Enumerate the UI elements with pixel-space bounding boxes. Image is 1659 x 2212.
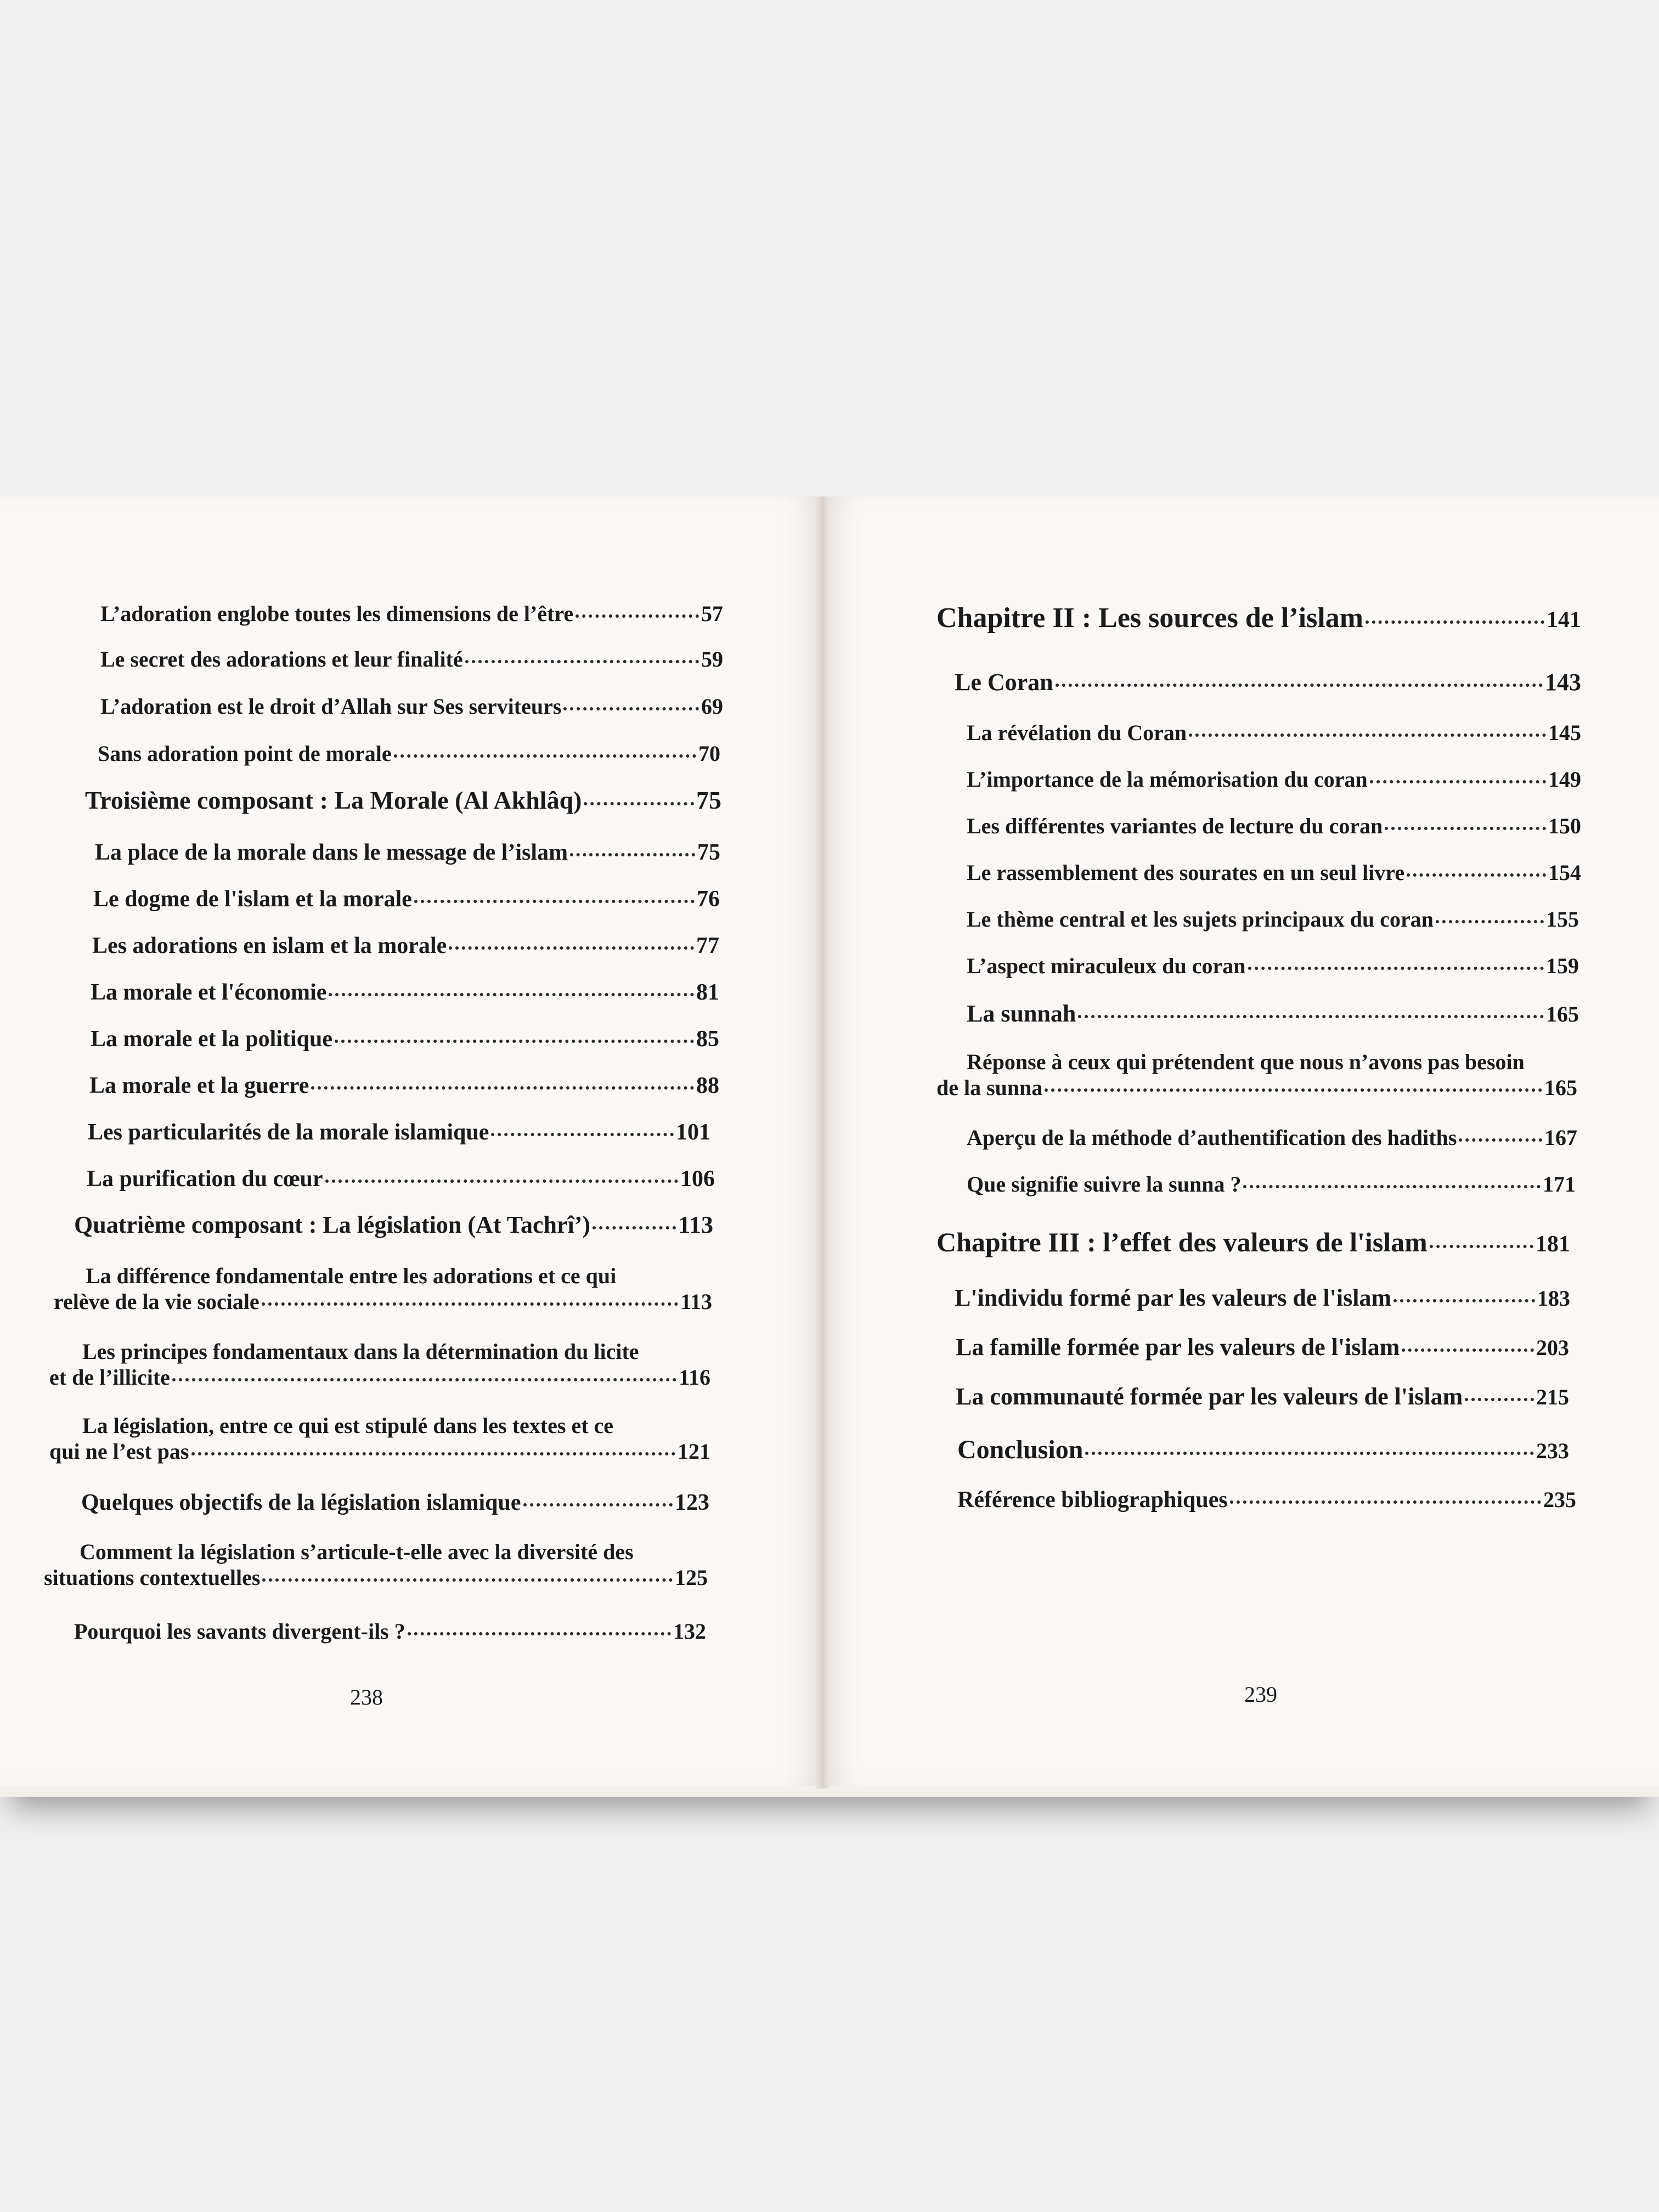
toc-entry: La famille formée par les valeurs de l'islam 203 bbox=[956, 1334, 1569, 1361]
toc-entry: Conclusion 233 bbox=[957, 1435, 1569, 1464]
toc-entry: Référence bibliographiques 235 bbox=[957, 1487, 1576, 1513]
toc-entry: L’adoration est le droit d’Allah sur Ses serviteurs 69 bbox=[100, 694, 723, 719]
toc-entry: Les différentes variantes de lecture du coran 150 bbox=[967, 814, 1581, 838]
page-number-right: 239 bbox=[1244, 1682, 1277, 1707]
toc-entry: La révélation du Coran 145 bbox=[967, 720, 1581, 745]
toc-entry: La communauté formée par les valeurs de l'islam 215 bbox=[956, 1383, 1569, 1410]
toc-entry: Pourquoi les savants divergent-ils ? 132 bbox=[74, 1619, 706, 1644]
toc-entry: Aperçu de la méthode d’authentification des hadiths 167 bbox=[967, 1125, 1577, 1150]
toc-entry: La morale et la politique 85 bbox=[91, 1026, 719, 1052]
toc-entry: Le Coran 143 bbox=[955, 669, 1581, 696]
toc-entry: Que signifie suivre la sunna ? 171 bbox=[967, 1172, 1576, 1197]
toc-entry: L’importance de la mémorisation du coran 149 bbox=[967, 767, 1581, 792]
toc-entry: La place de la morale dans le message de l’islam 75 bbox=[95, 840, 720, 865]
toc-entry: Les adorations en islam et la morale 77 bbox=[92, 933, 719, 958]
toc-entry: L'individu formé par les valeurs de l'islam 183 bbox=[955, 1284, 1570, 1311]
toc-entry: Troisième composant : La Morale (Al Akhlâq) 75 bbox=[85, 786, 721, 814]
toc-entry: La sunnah 165 bbox=[967, 1000, 1579, 1027]
toc-entry: L’adoration englobe toutes les dimensions de l’être 57 bbox=[100, 601, 723, 626]
toc-entry: Quatrième composant : La législation (At Tachrî’) 113 bbox=[74, 1211, 713, 1238]
toc-entry: Le thème central et les sujets principaux du coran 155 bbox=[967, 907, 1579, 932]
book-gutter bbox=[816, 496, 830, 1788]
toc-entry-multiline: Réponse à ceux qui prétendent que nous n’avons pas besoin de la sunna 165 bbox=[936, 1049, 1577, 1100]
toc-entry: Le rassemblement des sourates en un seul livre 154 bbox=[967, 860, 1581, 885]
toc-entry: La morale et l'économie 81 bbox=[91, 980, 719, 1005]
toc-entry: Le secret des adorations et leur finalité 59 bbox=[100, 647, 723, 672]
chapter-heading: Chapitre III : l’effet des valeurs de l'islam 181 bbox=[936, 1227, 1570, 1257]
chapter-heading: Chapitre II : Les sources de l’islam 141 bbox=[936, 602, 1581, 634]
toc-entry-multiline: La législation, entre ce qui est stipulé dans les textes et ce qui ne l’est pas 121 bbox=[49, 1413, 710, 1464]
toc-entry: La morale et la guerre 88 bbox=[89, 1073, 719, 1098]
toc-entry-multiline: La différence fondamentale entre les adorations et ce qui relève de la vie sociale 113 bbox=[54, 1263, 712, 1314]
toc-entry: Sans adoration point de morale 70 bbox=[98, 741, 720, 766]
toc-entry: La purification du cœur 106 bbox=[87, 1166, 715, 1192]
toc-entry-multiline: Les principes fondamentaux dans la détermination du licite et de l’illicite 116 bbox=[49, 1339, 710, 1390]
toc-entry: Quelques objectifs de la législation islamique 123 bbox=[81, 1490, 709, 1515]
toc-entry: Le dogme de l'islam et la morale 76 bbox=[93, 887, 720, 912]
toc-entry: L’aspect miraculeux du coran 159 bbox=[967, 953, 1579, 978]
toc-entry-multiline: Comment la législation s’articule-t-elle avec la diversité des situations contextuelles 125 bbox=[44, 1539, 708, 1590]
toc-entry: Les particularités de la morale islamique 101 bbox=[88, 1120, 710, 1145]
page-number-left: 238 bbox=[350, 1685, 383, 1709]
